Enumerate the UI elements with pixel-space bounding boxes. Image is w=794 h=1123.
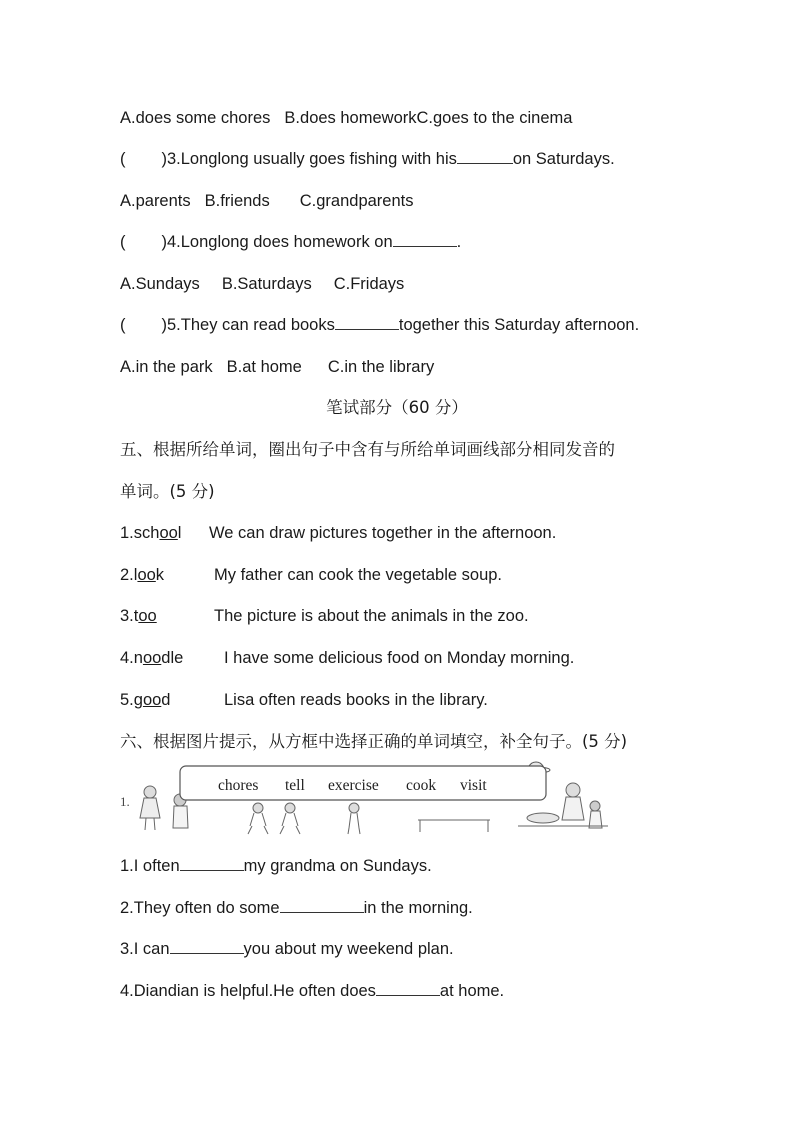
q5-options [120,357,434,377]
picture-number: 1. [120,794,130,809]
given-word: 3.too [120,607,157,625]
word-tell: tell [285,777,305,794]
option-b: B.Saturdays [221,275,312,293]
fill-sentence [120,856,432,876]
question-text: 5.They can read books [167,316,335,334]
word-visit: visit [460,777,487,794]
word-chores: chores [218,777,259,794]
picture-strip [118,760,608,840]
option-b: B.does homework [284,109,417,127]
fill-sentence [120,939,454,959]
phonics-sentence[interactable]: I have some delicious food on Monday morning. [224,649,575,667]
option-a: A.does some chores [120,109,271,127]
phonics-item [120,565,503,585]
sentence-end: you about my weekend plan. [243,940,454,958]
question-text: 3.Longlong usually goes fishing with his [167,150,457,168]
option-c: C.goes to the cinema [416,109,573,127]
question-text-end: . [456,233,462,251]
fill-blank[interactable] [180,856,244,871]
sentence-end: in the morning. [363,899,473,917]
q4-options [120,274,404,294]
sentence-start: 1.I often [120,857,180,875]
fill-sentence [120,981,504,1001]
question-text: 4.Longlong does homework on [167,233,393,251]
option-c: C.Fridays [333,275,405,293]
option-c: C.grandparents [299,192,414,210]
question-5 [120,315,639,335]
section-6-heading: 六、根据图片提示，从方框中选择正确的单词填空，补全句子。(5 分) [120,732,628,751]
question-text-end: together this Saturday afternoon. [398,316,640,334]
section-5-heading-line2: 单词。(5 分) [120,482,215,501]
word-cook: cook [406,777,437,794]
sentence-start: 4.Diandian is helpful.He often does [120,982,376,1000]
option-b: B.at home [226,358,302,376]
phonics-sentence[interactable]: Lisa often reads books in the library. [224,691,488,709]
talking-illustration [348,803,490,834]
option-c: C.in the library [327,358,435,376]
answer-paren-close: ) [161,316,167,334]
written-section-title: 笔试部分（60 分） [326,398,468,417]
question-text-end: on Saturdays. [512,150,615,168]
given-word: 2.look [120,566,165,584]
sentence-end: my grandma on Sundays. [243,857,432,875]
sentence-start: 3.I can [120,940,170,958]
section-5-heading-line1: 五、根据所给单词，圈出句子中含有与所给单词画线部分相同发音的 [120,440,615,459]
fill-blank[interactable] [335,315,399,330]
question-4 [120,232,461,252]
phonics-item [120,523,557,543]
fill-blank[interactable] [170,939,244,954]
exercise-illustration [248,803,300,834]
answer-paren-open: ( [120,233,126,251]
given-word: 5.good [120,691,171,709]
option-b: B.friends [204,192,270,210]
question-3 [120,149,615,169]
answer-paren-close: ) [161,150,167,168]
fill-blank[interactable] [280,898,364,913]
given-word: 1.school [120,524,182,542]
option-a: A.Sundays [120,275,200,293]
answer-paren-open: ( [120,316,126,334]
phonics-item [120,690,488,710]
q2-options [120,108,572,128]
answer-paren-open: ( [120,150,126,168]
sentence-start: 2.They often do some [120,899,280,917]
phonics-sentence[interactable]: My father can cook the vegetable soup. [214,566,503,584]
fill-blank[interactable] [393,232,457,247]
sentence-end: at home. [439,982,505,1000]
fill-blank[interactable] [376,981,440,996]
phonics-item [120,606,529,626]
option-a: A.in the park [120,358,213,376]
fill-sentence [120,898,473,918]
word-exercise: exercise [328,777,379,794]
phonics-item [120,648,575,668]
fill-blank[interactable] [457,149,513,164]
phonics-sentence[interactable]: We can draw pictures together in the afternoon. [209,524,557,542]
answer-paren-close: ) [161,233,167,251]
given-word: 4.noodle [120,649,184,667]
option-a: A.parents [120,192,191,210]
phonics-sentence[interactable]: The picture is about the animals in the zoo. [214,607,529,625]
q3-options [120,191,414,211]
